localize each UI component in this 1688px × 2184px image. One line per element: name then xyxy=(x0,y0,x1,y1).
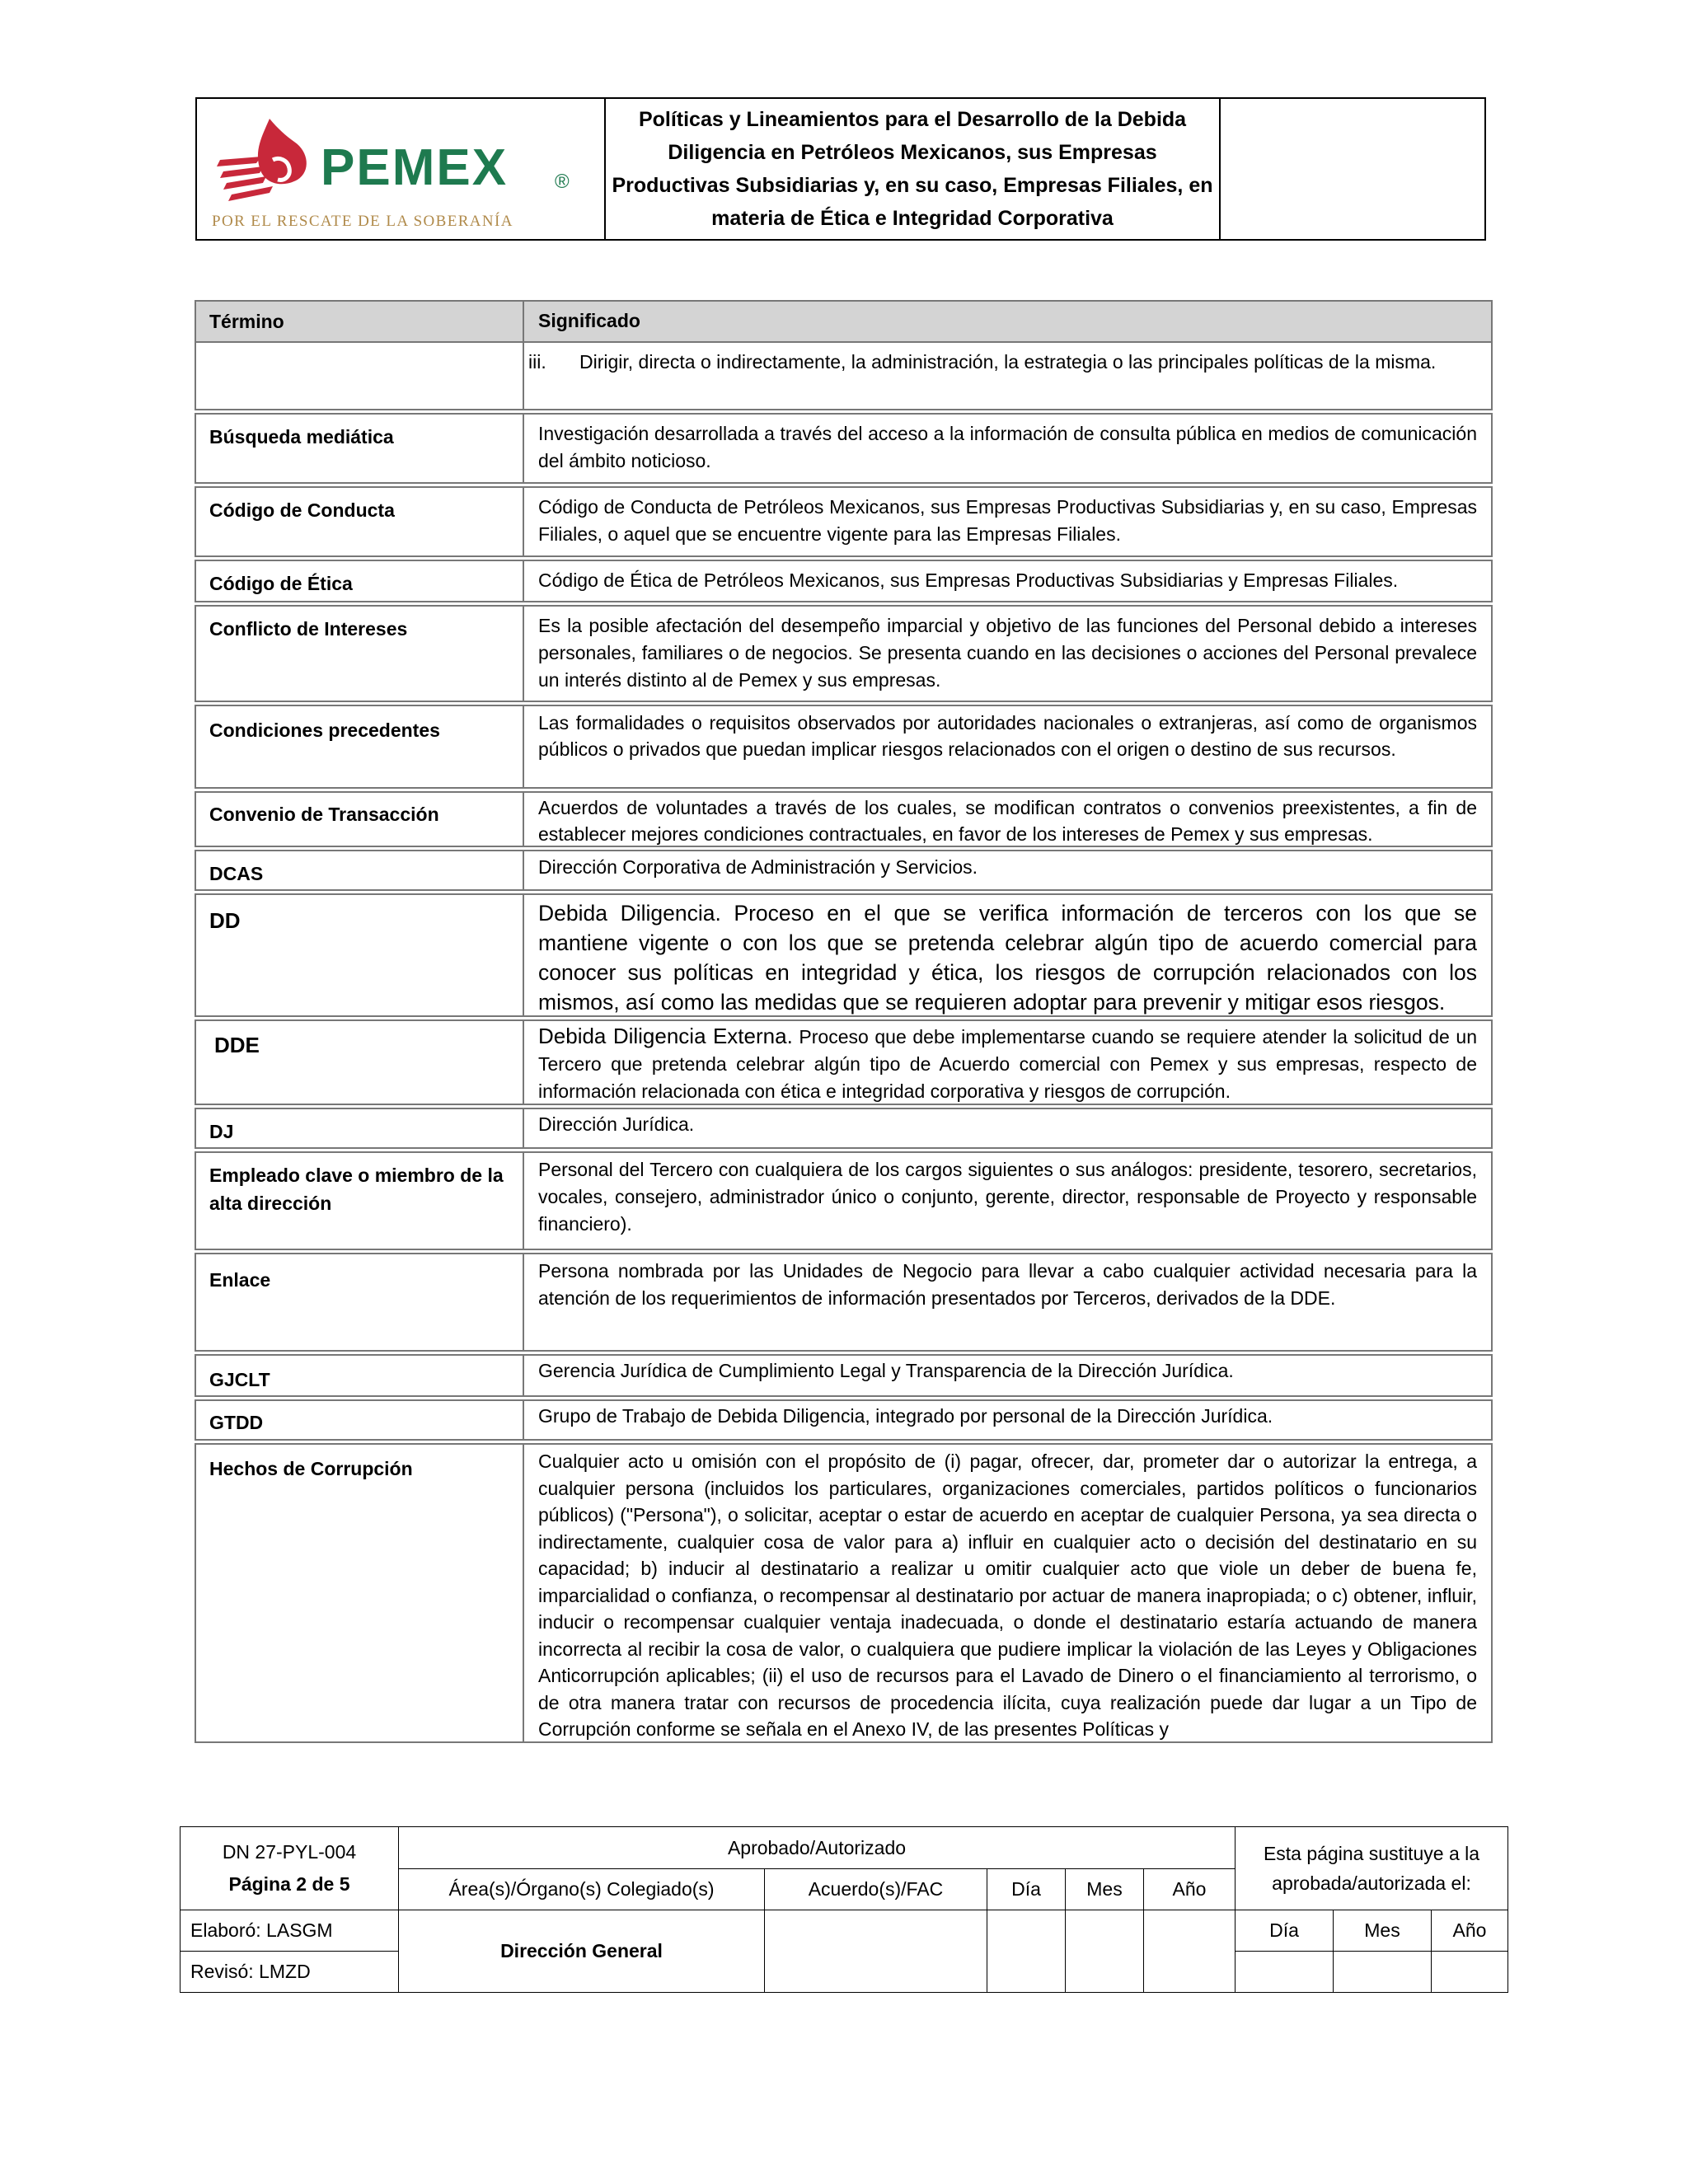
item-numeral: iii. xyxy=(528,351,546,373)
definition-cell: Debida Diligencia. Proceso en el que se verifica información de terceros con los que se mantiene vigente o con los que se pretenda celebrar algún tipo de acuerdo comercial para conocer sus políticas en integridad y ética, los riesgos de corrupción relacionados con los mismos, así como las medidas que se requieren adoptar para prevenir y mitigar esos riesgos. xyxy=(538,901,1477,1015)
table-header-row xyxy=(195,300,1493,343)
term-cell: Código de Conducta xyxy=(196,488,524,555)
pemex-logo xyxy=(212,109,591,208)
area-header: Área(s)/Órgano(s) Colegiado(s) xyxy=(398,1868,765,1910)
table-row xyxy=(195,850,1493,891)
term-cell: Código de Ética xyxy=(196,561,524,601)
document-title: Políticas y Lineamientos para el Desarrollo de la Debida Diligencia en Petróleos Mexicanos, sus Empresas Productivas Subsidiarias y, en su caso, Empresas Filiales, en materia de Ética e Integridad Corporativa xyxy=(606,99,1221,239)
term-cell: Convenio de Transacción xyxy=(196,793,524,846)
doc-id-cell xyxy=(180,1826,399,1910)
term-cell: DCAS xyxy=(196,851,524,889)
definition-cell: Grupo de Trabajo de Debida Diligencia, integrado por personal de la Dirección Jurídica. xyxy=(538,1405,1273,1427)
term-cell: Hechos de Corrupción xyxy=(196,1445,524,1741)
table-row xyxy=(195,705,1493,789)
table-row xyxy=(195,605,1493,702)
logo-wordmark: PEMEX xyxy=(321,139,509,196)
term-cell: Condiciones precedentes xyxy=(196,706,524,787)
definition-cell: Cualquier acto u omisión con el propósito de (i) pagar, ofrecer, dar, prometer dar o autorizar la entrega, a cualquier persona (incluidos los particulares, organizaciones comerciales, partidos políticos o funcionarios públicos) ("Persona"), o solicitar, aceptar o estar de acuerdo en aceptar de cualquier Persona, ya sea directa o indirectamente, cualquier cosa de valor para a) influir en cualquier acto o decisión del destinatario en su capacidad; b) inducir al destinatario a realizar u omitir cualquier acto que viole un deber de buena fe, imparcialidad o confianza, o recompensar al destinatario por actuar de manera inapropiada; o c) obtener, influir, inducir o recompensar cualquier ventaja inadecuada, o donde el destinatario estaría actuando de manera incorrecta al recibir la cosa de valor, o cualquiera que pudiere implicar la violación de las Leyes y Obligaciones Anticorrupción aplicables; (ii) el uso de recursos para el Lavado de Dinero o el financiamiento al terrorismo, o de otra manera tratar con recursos de procedencia ilícita, cuya realización puede dar lugar a un Tipo de Corrupción conforme se señala en el Anexo IV, de las presentes Políticas y xyxy=(538,1451,1477,1740)
table-row xyxy=(195,1108,1493,1149)
day-header: Día xyxy=(987,1868,1066,1910)
term-cell: Búsqueda mediática xyxy=(196,415,524,482)
term-cell: Empleado clave o miembro de la alta dirección xyxy=(196,1153,524,1249)
table-row xyxy=(195,486,1493,557)
term-cell: Enlace xyxy=(196,1254,524,1350)
approved-header: Aprobado/Autorizado xyxy=(398,1826,1236,1869)
definition-cell: Dirección Corporativa de Administración y Servicios. xyxy=(538,856,978,878)
table-row xyxy=(195,1019,1493,1105)
term-cell: DJ xyxy=(196,1109,524,1147)
table-row xyxy=(195,1399,1493,1441)
year-header: Año xyxy=(1143,1868,1236,1910)
agreement-value xyxy=(764,1910,987,1993)
month-value xyxy=(1065,1910,1144,1993)
column-header-definition: Significado xyxy=(538,310,640,331)
item-text: Dirigir, directa o indirectamente, la administración, la estrategia o las principales políticas de la misma. xyxy=(579,351,1437,373)
term-cell: GJCLT xyxy=(196,1356,524,1395)
definition-cell: Código de Conducta de Petróleos Mexicanos, sus Empresas Productivas Subsidiarias y, en su caso, Empresas Filiales, o aquel que se encuentre vigente para las Empresas Filiales. xyxy=(538,496,1477,545)
definition-cell: Acuerdos de voluntades a través de los cuales, se modifican contratos o convenios preexistentes, a fin de establecer mejores condiciones contractuales, en favor de los intereses de Pemex y sus empresas. xyxy=(538,797,1477,845)
definition-cell: Persona nombrada por las Unidades de Negocio para llevar a cabo cualquier actividad necesaria para la atención de los requerimientos de información presentados por Terceros, derivados de la DDE. xyxy=(538,1260,1477,1309)
definition-cell: Las formalidades o requisitos observados por autoridades nacionales o extranjeras, así como de organismos públicos o privados que puedan implicar riesgos relacionados con el origen o destino de sus recursos. xyxy=(538,712,1477,760)
definition-text: Proceso que debe implementarse cuando se requiere atender la solicitud de un Tercero que pretenda celebrar algún tipo de Acuerdo comercial con Pemex y sus empresas, respecto de información relacionada con ética e integridad corporativa y riesgos de corrupción. xyxy=(538,1026,1478,1102)
replaced-day-value xyxy=(1235,1951,1334,1993)
definition-lead: Debida Diligencia Externa. xyxy=(538,1024,793,1048)
table-row xyxy=(195,1354,1493,1397)
registered-mark: ® xyxy=(555,171,570,193)
header-blank-cell xyxy=(1221,99,1484,239)
table-row xyxy=(195,1443,1493,1743)
definition-cell: Dirección Jurídica. xyxy=(538,1113,695,1135)
table-row xyxy=(195,560,1493,602)
day-value xyxy=(987,1910,1066,1993)
replaces-note: Esta página sustituye a la aprobada/autorizada el: xyxy=(1235,1826,1508,1910)
definition-cell: Personal del Tercero con cualquiera de los cargos siguientes o sus análogos: presidente, tesorero, secretarios, vocales, consejero, administrador único o conjunto, gerente, director, responsable de Proyecto y responsable financiero). xyxy=(538,1159,1477,1235)
term-cell: DD xyxy=(196,895,524,1015)
definition-cell: Investigación desarrollada a través del acceso a la información de consulta pública en medios de comunicación del ámbito noticioso. xyxy=(538,423,1477,471)
month-header: Mes xyxy=(1065,1868,1144,1910)
approval-footer xyxy=(180,1826,1508,1993)
table-row xyxy=(195,1253,1493,1352)
doc-code: DN 27-PYL-004 xyxy=(222,1841,357,1863)
table-row xyxy=(195,791,1493,847)
table-row xyxy=(195,893,1493,1017)
table-row xyxy=(195,341,1493,410)
replaced-year-value xyxy=(1431,1951,1508,1993)
replaced-month-value xyxy=(1333,1951,1432,1993)
document-header xyxy=(195,97,1486,241)
pemex-eagle-icon xyxy=(217,119,307,201)
table-row xyxy=(195,1151,1493,1250)
definition-cell xyxy=(524,1021,1491,1104)
definitions-table xyxy=(195,302,1493,1743)
numbered-item xyxy=(528,349,1477,376)
logo-block xyxy=(197,99,606,239)
definition-cell: Gerencia Jurídica de Cumplimiento Legal y Transparencia de la Dirección Jurídica. xyxy=(538,1360,1234,1381)
prepared-by: Elaboró: LASGM xyxy=(180,1910,399,1952)
definition-cell: Código de Ética de Petróleos Mexicanos, sus Empresas Productivas Subsidiarias y Empresas Filiales. xyxy=(538,569,1399,591)
term-cell: DDE xyxy=(196,1021,524,1104)
replaced-year-header: Año xyxy=(1431,1910,1508,1952)
replaced-day-header: Día xyxy=(1235,1910,1334,1952)
table-row xyxy=(195,413,1493,484)
term-cell: GTDD xyxy=(196,1401,524,1439)
agreement-header: Acuerdo(s)/FAC xyxy=(764,1868,987,1910)
replaced-month-header: Mes xyxy=(1333,1910,1432,1952)
reviewed-by: Revisó: LMZD xyxy=(180,1951,399,1993)
area-value: Dirección General xyxy=(398,1910,765,1993)
logo-tagline: POR EL RESCATE DE LA SOBERANÍA xyxy=(212,213,513,230)
column-header-term: Término xyxy=(196,302,524,341)
term-cell: Conflicto de Intereses xyxy=(196,607,524,701)
page-number: Página 2 de 5 xyxy=(228,1873,350,1895)
definition-cell: Es la posible afectación del desempeño imparcial y objetivo de las funciones del Personal debido a intereses personales, familiares o de negocios. Se presenta cuando en las decisiones o acciones del Personal prevalece un interés distinto al de Pemex y sus empresas. xyxy=(538,615,1477,691)
year-value xyxy=(1143,1910,1236,1993)
